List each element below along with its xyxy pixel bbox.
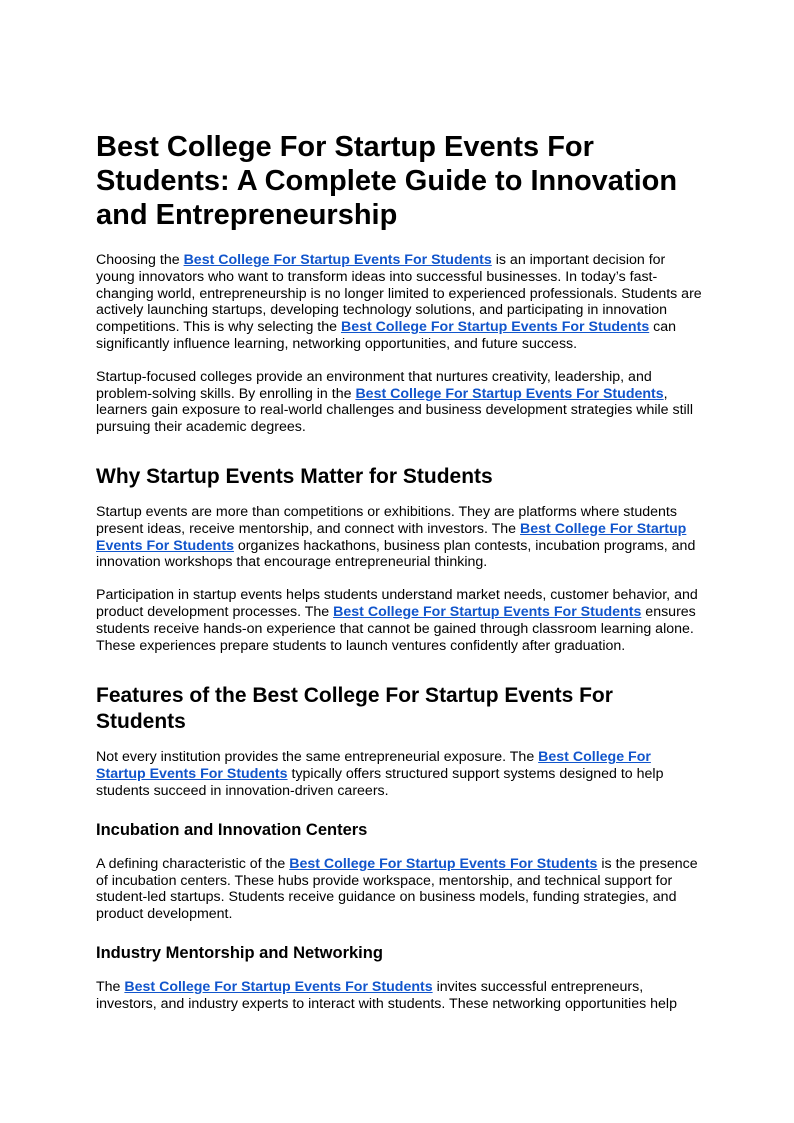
text-run: Startup-focused colleges provide an environment that nurtures creativity, leadership, and problem-solving skills. By enrolling in the xyxy=(96,368,652,402)
text-run: typically offers structured support systems designed to help students succeed in innovation-driven careers. xyxy=(96,766,664,799)
heading-why-startup-events: Why Startup Events Matter for Students xyxy=(96,464,493,488)
why-paragraph-1 xyxy=(96,504,704,571)
text-run: is the presence of incubation centers. These hubs provide workspace, mentorship, and technical support for student-led startups. Students receive guidance on business models, funding strategies, and product development. xyxy=(96,855,698,923)
text-run: Choosing the xyxy=(96,252,184,268)
intro-paragraph-2 xyxy=(96,369,704,436)
keyword-link[interactable]: Best College For Startup Events For Students xyxy=(96,749,651,783)
keyword-link[interactable]: Best College For Startup Events For Students xyxy=(289,855,598,872)
mentorship-paragraph-1 xyxy=(96,979,704,1013)
features-paragraph-1 xyxy=(96,749,704,799)
text-run: The xyxy=(96,978,125,995)
heading-incubation-centers: Incubation and Innovation Centers xyxy=(96,820,368,839)
keyword-link[interactable]: Best College For Startup Events For Students xyxy=(340,319,650,336)
article-body xyxy=(96,130,704,1029)
keyword-link[interactable]: Best College For Startup Events For Students xyxy=(124,978,433,995)
keyword-link[interactable]: Best College For Startup Events For Students xyxy=(183,252,492,268)
heading-mentorship-networking: Industry Mentorship and Networking xyxy=(96,943,383,962)
text-run: Not every institution provides the same entrepreneurial exposure. The xyxy=(96,749,539,766)
text-run: organizes hackathons, business plan contests, incubation programs, and innovation workshops that encourage entrepreneurial thinking. xyxy=(96,537,696,571)
intro-paragraph-1 xyxy=(96,252,704,353)
text-run: A defining characteristic of the xyxy=(96,855,290,872)
text-run: invites successful entrepreneurs, investors, and industry experts to interact with students. These networking opportunities help xyxy=(96,978,677,1012)
keyword-link[interactable]: Best College For Startup Events For Students xyxy=(355,385,664,402)
text-run: ensures students receive hands-on experience that cannot be gained through classroom learning alone. These experiences prepare students to launch ventures confidently after graduation. xyxy=(96,603,696,654)
incubation-paragraph-1 xyxy=(96,856,704,923)
heading-features: Features of the Best College For Startup Events For Students xyxy=(96,684,613,734)
why-paragraph-2 xyxy=(96,587,704,654)
text-run: , learners gain exposure to real-world challenges and business development strategies while still pursuing their academic degrees. xyxy=(96,385,693,436)
keyword-link[interactable]: Best College For Startup Events For Students xyxy=(96,520,687,554)
text-run: can significantly influence learning, networking opportunities, and future success. xyxy=(96,319,677,352)
text-run: Startup events are more than competitions or exhibitions. They are platforms where students present ideas, receive mentorship, and connect with investors. The xyxy=(96,503,677,537)
keyword-link[interactable]: Best College For Startup Events For Students xyxy=(333,603,642,620)
text-run: is an important decision for young innovators who want to transform ideas into successful businesses. In today’s fast-changing world, entrepreneurship is no longer limited to experienced professionals. Students are actively launching startups, developing technology solutions, and participating in innovation competitions. This is why selecting the xyxy=(96,252,702,336)
text-run: Participation in startup events helps students understand market needs, customer behavior, and product development processes. The xyxy=(96,587,698,620)
page-title: Best College For Startup Events For Students: A Complete Guide to Innovation and Entrepreneurship xyxy=(96,131,678,231)
